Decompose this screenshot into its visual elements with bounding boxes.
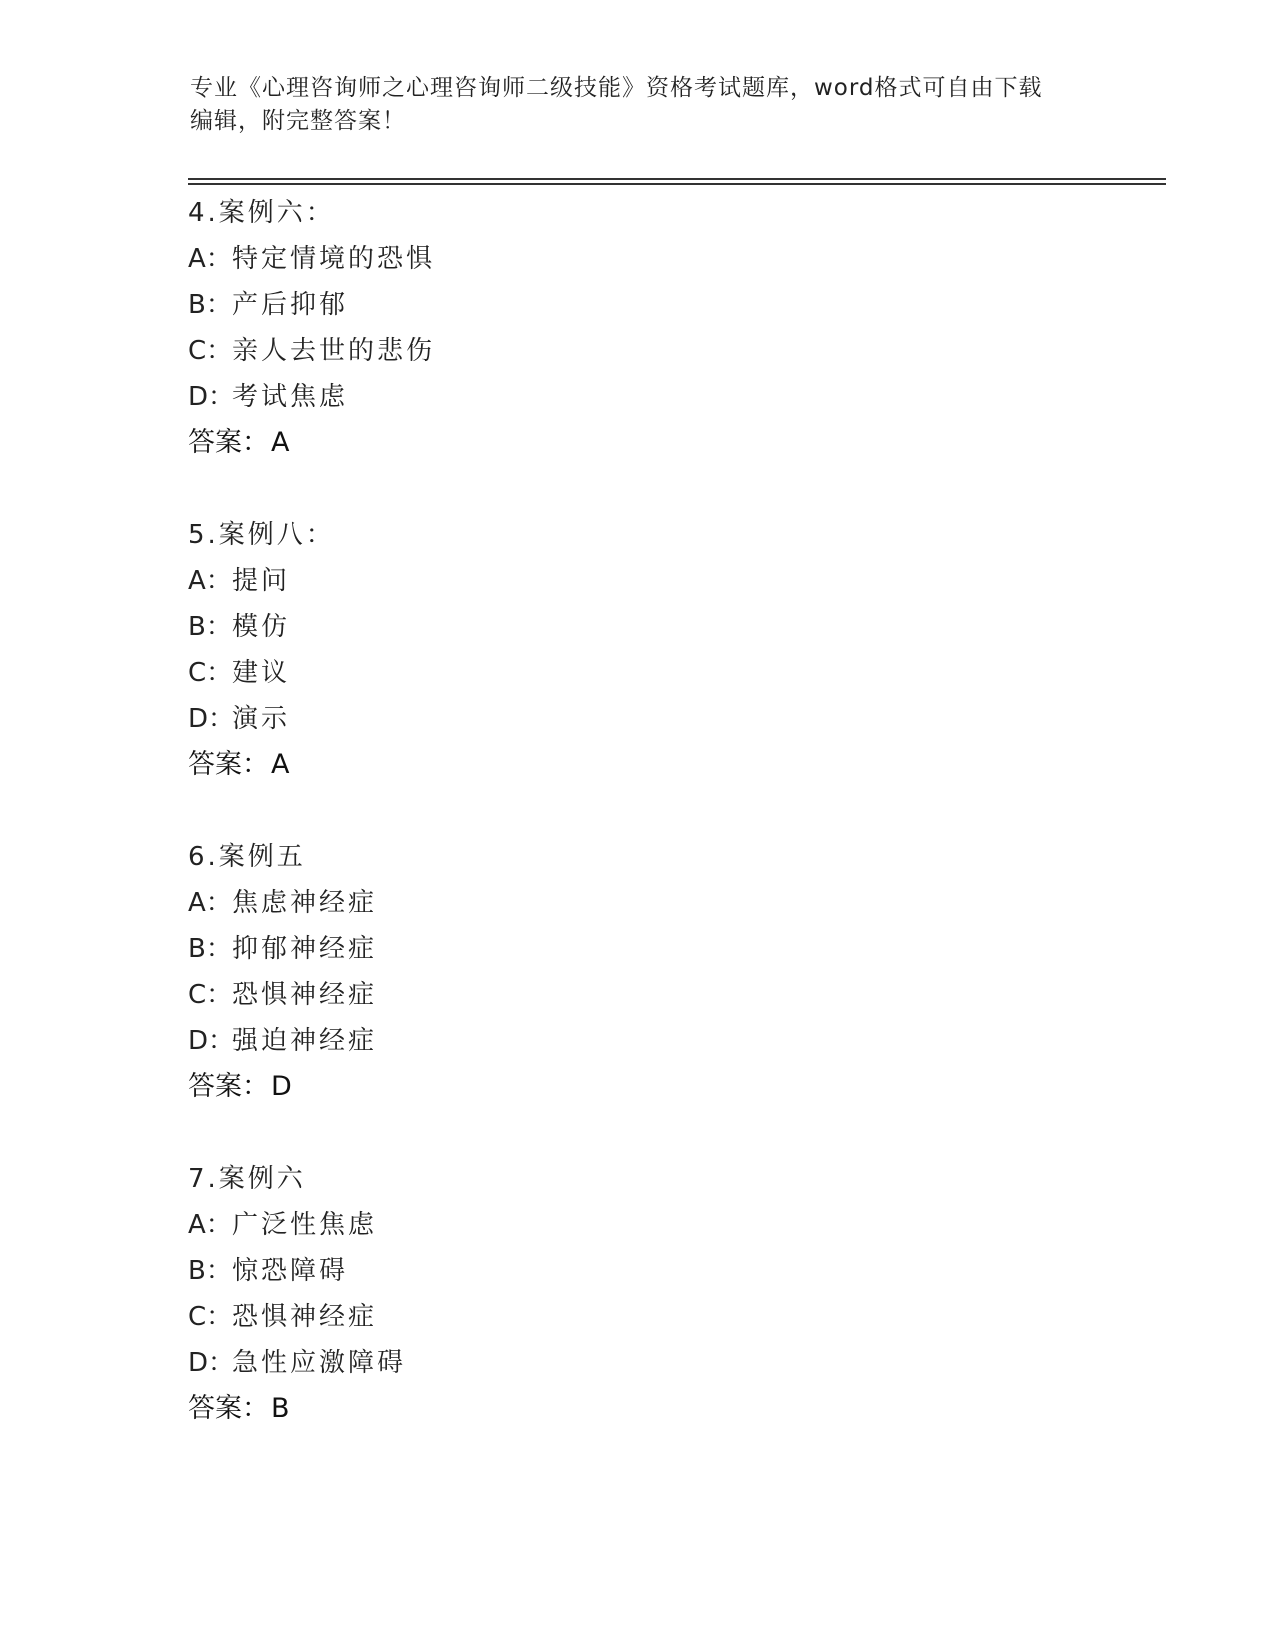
- option-label: B：: [188, 612, 232, 642]
- option-b: [188, 926, 1168, 972]
- answer-line: [188, 742, 1168, 788]
- option-text: 模仿: [232, 612, 291, 642]
- option-label: A：: [188, 244, 232, 274]
- option-text: 抑郁神经症: [232, 934, 378, 964]
- question-item: [188, 1156, 1168, 1432]
- option-label: C：: [188, 1302, 233, 1332]
- answer-line: [188, 1064, 1168, 1110]
- answer-line: [188, 1386, 1168, 1432]
- option-c: [188, 972, 1168, 1018]
- header-divider-bottom: [188, 183, 1166, 185]
- question-title: 5.案例八：: [188, 520, 335, 550]
- answer-value: B: [271, 1393, 290, 1424]
- question-item: [188, 512, 1168, 788]
- option-c: [188, 1294, 1168, 1340]
- option-a: [188, 1202, 1168, 1248]
- option-c: [188, 328, 1168, 374]
- option-label: B：: [188, 290, 232, 320]
- answer-label: 答案：: [188, 749, 269, 780]
- option-b: [188, 282, 1168, 328]
- option-label: C：: [188, 336, 233, 366]
- option-text: 惊恐障碍: [232, 1256, 349, 1286]
- option-text: 恐惧神经症: [232, 980, 378, 1010]
- option-c: [188, 650, 1168, 696]
- option-d: [188, 1018, 1168, 1064]
- option-label: A：: [188, 888, 232, 918]
- question-item: [188, 190, 1168, 466]
- option-label: C：: [188, 980, 233, 1010]
- option-text: 强迫神经症: [232, 1026, 378, 1056]
- answer-label: 答案：: [188, 1393, 269, 1424]
- option-label: D：: [188, 382, 235, 412]
- option-text: 焦虑神经症: [232, 888, 378, 918]
- option-text: 考试焦虑: [232, 382, 349, 412]
- answer-label: 答案：: [188, 427, 269, 458]
- option-text: 特定情境的恐惧: [232, 244, 436, 274]
- answer-line: [188, 420, 1168, 466]
- header-line-1: 专业《心理咨询师之心理咨询师二级技能》资格考试题库，word格式可自由下载: [190, 75, 1043, 101]
- question-item: [188, 834, 1168, 1110]
- option-a: [188, 880, 1168, 926]
- option-label: C：: [188, 658, 233, 688]
- answer-label: 答案：: [188, 1071, 269, 1102]
- option-text: 建议: [232, 658, 291, 688]
- option-label: D：: [188, 1026, 235, 1056]
- option-label: A：: [188, 1210, 232, 1240]
- option-text: 急性应激障碍: [232, 1348, 407, 1378]
- answer-value: A: [271, 427, 290, 458]
- option-a: [188, 558, 1168, 604]
- answer-value: A: [271, 749, 290, 780]
- option-d: [188, 696, 1168, 742]
- option-text: 亲人去世的悲伤: [232, 336, 436, 366]
- option-label: D：: [188, 704, 235, 734]
- document-header: [190, 72, 1090, 138]
- question-title: 4.案例六：: [188, 198, 335, 228]
- answer-value: D: [271, 1071, 292, 1102]
- option-label: A：: [188, 566, 232, 596]
- option-b: [188, 604, 1168, 650]
- header-divider-top: [188, 178, 1166, 180]
- question-title: 6.案例五: [188, 842, 306, 872]
- option-d: [188, 1340, 1168, 1386]
- option-text: 广泛性焦虑: [232, 1210, 378, 1240]
- option-text: 提问: [232, 566, 291, 596]
- option-label: D：: [188, 1348, 235, 1378]
- header-line-2: 编辑，附完整答案！: [190, 108, 406, 134]
- question-title: 7.案例六: [188, 1164, 306, 1194]
- option-label: B：: [188, 1256, 232, 1286]
- option-text: 恐惧神经症: [232, 1302, 378, 1332]
- option-text: 演示: [232, 704, 291, 734]
- question-list: [188, 190, 1168, 1478]
- option-a: [188, 236, 1168, 282]
- option-b: [188, 1248, 1168, 1294]
- option-d: [188, 374, 1168, 420]
- option-label: B：: [188, 934, 232, 964]
- option-text: 产后抑郁: [232, 290, 349, 320]
